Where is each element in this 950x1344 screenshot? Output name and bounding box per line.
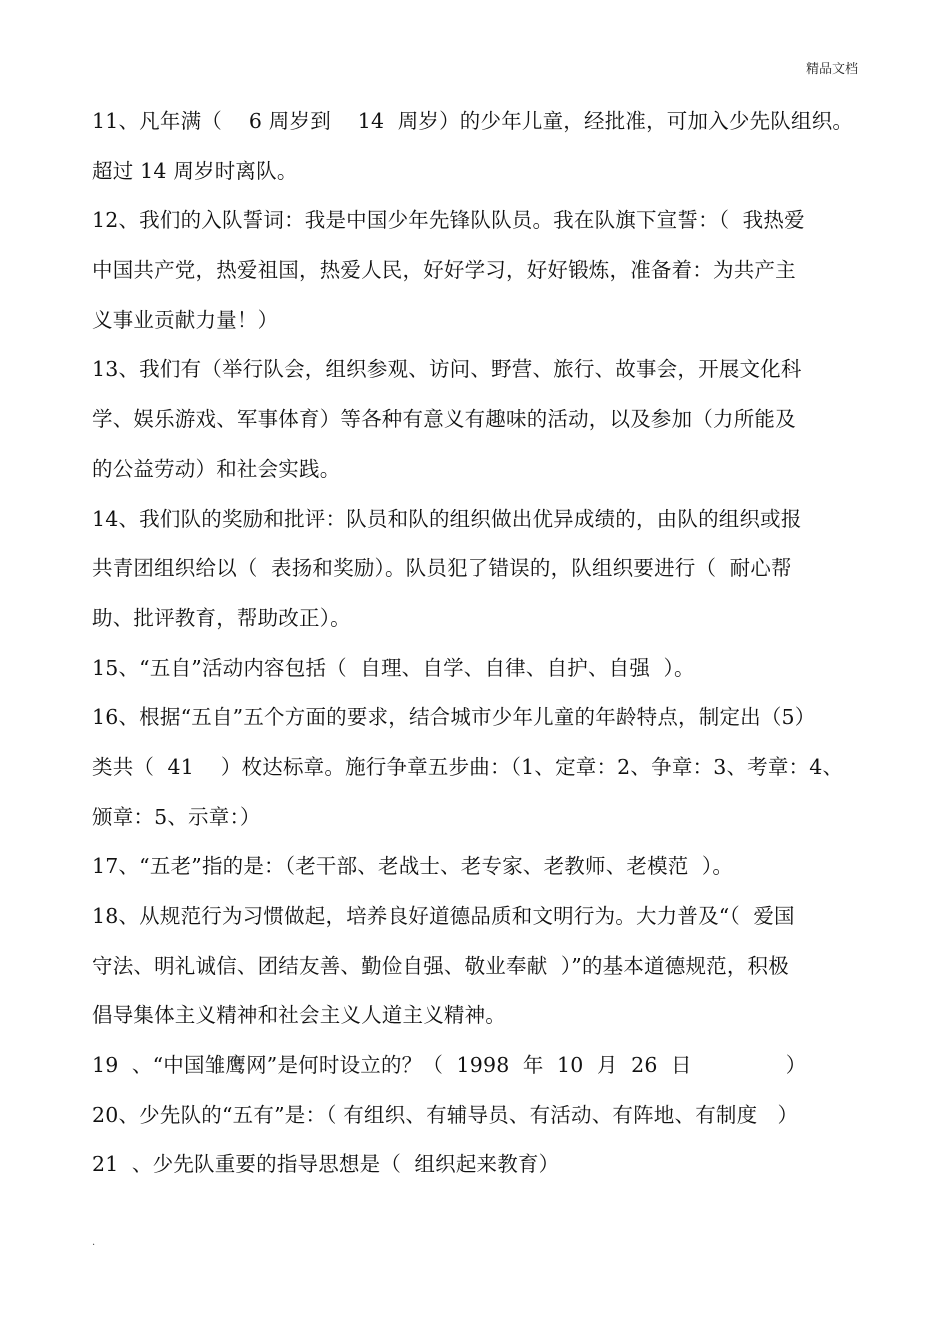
page-header-label: 精品文档	[805, 62, 858, 77]
text-line: 超过 14 周岁时离队。	[92, 158, 298, 183]
text-line: 12、我们的入队誓词：我是中国少年先锋队队员。我在队旗下宣誓：（ 我热爱	[92, 208, 805, 233]
text-line: 助、批评教育，帮助改正）。	[92, 605, 351, 630]
document-body	[92, 103, 862, 1196]
text-line: 17、“五老”指的是：（老干部、老战士、老专家、老教师、老模范 ）。	[92, 854, 734, 879]
footer-mark: .	[92, 1237, 96, 1248]
text-line: 16、根据“五自”五个方面的要求，结合城市少年儿童的年龄特点，制定出（5）	[92, 705, 816, 730]
text-line: 倡导集体主义精神和社会主义人道主义精神。	[92, 1003, 506, 1028]
text-line: 15、“五自”活动内容包括（ 自理、自学、自律、自护、自强 ）。	[92, 655, 695, 680]
text-line: 类共（ 41 ）枚达标章。施行争章五步曲：（1、定章：2、争章：3、考章：4、	[92, 754, 844, 779]
text-line: 13、我们有（举行队会，组织参观、访问、野营、旅行、故事会，开展文化科	[92, 357, 802, 382]
text-line: 义事业贡献力量！）	[92, 307, 279, 332]
text-line: 共青团组织给以（ 表扬和奖励）。队员犯了错误的，队组织要进行（ 耐心帮	[92, 556, 792, 581]
text-line: 学、娱乐游戏、军事体育）等各种有意义有趣味的活动，以及参加（力所能及	[92, 407, 796, 432]
text-line: 20、少先队的“五有”是：（ 有组织、有辅导员、有活动、有阵地、有制度 ）	[92, 1102, 799, 1127]
text-line: 守法、明礼诚信、团结友善、勤俭自强、敬业奉献 ）”的基本道德规范，积极	[92, 953, 789, 978]
text-line: 的公益劳动）和社会实践。	[92, 456, 341, 481]
text-line: 18、从规范行为习惯做起，培养良好道德品质和文明行为。大力普及“（ 爱国	[92, 904, 795, 928]
text-line: 21 、少先队重要的指导思想是（ 组织起来教育）	[92, 1152, 560, 1177]
text-line: 11、凡年满（ 6 周岁到 14 周岁）的少年儿童，经批准，可加入少先队组织。	[92, 109, 854, 133]
text-line: 颁章：5、示章：）	[92, 804, 261, 829]
text-line: 14、我们队的奖励和批评：队员和队的组织做出优异成绩的，由队的组织或报	[92, 506, 802, 531]
text-line: 中国共产党，热爱祖国，热爱人民，好好学习，好好锻炼，准备着：为共产主	[92, 258, 796, 283]
text-line: 19 、“中国雏鹰网”是何时设立的？（ 1998 年 10 月 26 日 ）	[92, 1053, 807, 1078]
